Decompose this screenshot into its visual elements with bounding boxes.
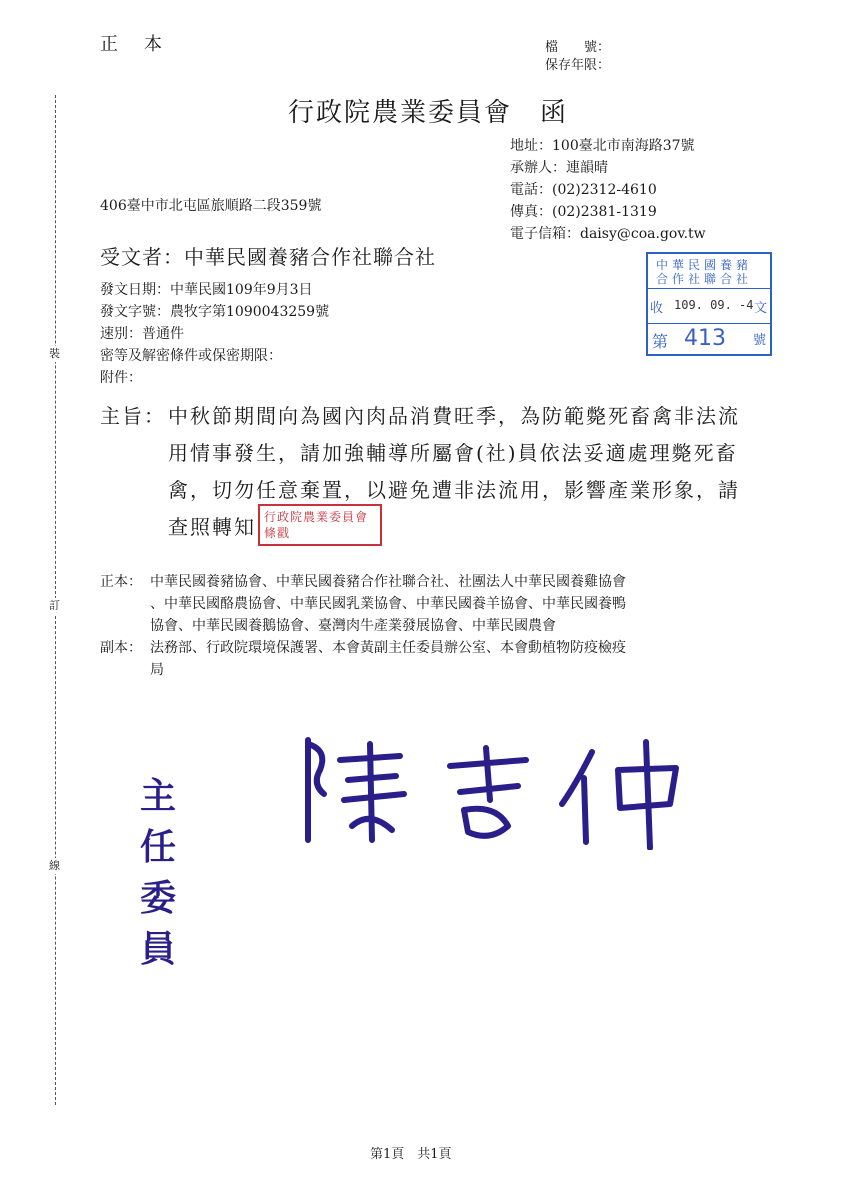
main-recipients-line-1: 中華民國養豬協會、中華民國養豬合作社聯合社、社團法人中華民國養雞協會 [150, 574, 626, 590]
page-footer: 第1頁 共1頁 [370, 1147, 452, 1162]
stamp-received-suffix: 文 [753, 301, 767, 316]
recipient-address: 406臺中市北屯區旅順路二段359號 [100, 198, 322, 214]
binding-mark-ding: 訂 [49, 599, 60, 612]
file-number-label: 檔 號： [545, 40, 611, 55]
copy-recipients-line-2: 局 [150, 662, 164, 678]
binding-mark-xian: 線 [49, 859, 60, 872]
stamp-number-value: 413 [684, 326, 726, 351]
stamp-number-suffix: 號 [752, 333, 766, 348]
subject-line-3: 禽，切勿任意棄置，以避免遭非法流用，影響產業形象，請 [168, 478, 740, 502]
main-recipients-label: 正本： [100, 574, 142, 590]
stamp-received-label: 收 [650, 301, 664, 316]
sender-contact: 承辦人：連韻晴 [510, 160, 608, 176]
main-recipients-line-2: 、中華民國酪農協會、中華民國乳業協會、中華民國養羊協會、中華民國養鴨 [150, 596, 626, 612]
signature-name: 陳吉仲 [300, 730, 303, 731]
document-number: 發文字號：農牧字第1090043259號 [100, 304, 330, 320]
document-title: 行政院農業委員會 函 [288, 98, 569, 128]
sender-phone: 電話：(02)2312-4610 [510, 182, 657, 198]
issue-date: 發文日期：中華民國109年9月3日 [100, 282, 313, 298]
binding-mark-zhuang: 裝 [49, 347, 60, 360]
main-recipients-line-3: 協會、中華民國養鵝協會、臺灣肉牛產業發展協會、中華民國農會 [150, 618, 556, 634]
subject-line-4: 查照轉知 [168, 515, 256, 539]
recipient: 受文者：中華民國養豬合作社聯合社 [100, 245, 436, 269]
stamp-number-label: 第 [652, 332, 669, 351]
subject-label: 主旨： [100, 404, 166, 428]
secrecy-level: 密等及解密條件或保密期限： [100, 348, 282, 364]
sender-address: 地址：100臺北市南海路37號 [510, 138, 695, 154]
copy-mark: 正 本 [100, 34, 166, 55]
stamp-org-line2: 合作社聯合社 [656, 272, 753, 286]
handwritten-signature [300, 730, 720, 850]
copy-recipients-line-1: 法務部、行政院環境保護署、本會黃副主任委員辦公室、本會動植物防疫檢疫 [150, 640, 626, 656]
retention-label: 保存年限： [545, 58, 611, 73]
seal-text: 行政院農業委員會條戳 [264, 510, 369, 540]
attachment: 附件： [100, 370, 142, 386]
stamp-received-date: 109. 09. -4 [674, 298, 754, 312]
stamp-org-line1: 中華民國養豬 [656, 258, 753, 272]
subject-line-2: 用情事發生，請加強輔導所屬會(社)員依法妥適處理斃死畜 [168, 441, 738, 465]
received-stamp [646, 252, 772, 356]
delivery-speed: 速別：普通件 [100, 326, 184, 342]
sender-fax: 傳真：(02)2381-1319 [510, 204, 657, 220]
signature-title: 主任委員 [140, 776, 179, 970]
copy-recipients-label: 副本： [100, 640, 142, 656]
official-red-seal [258, 504, 382, 546]
sender-email: 電子信箱：daisy@coa.gov.tw [510, 226, 706, 242]
subject-line-1: 中秋節期間向為國內肉品消費旺季，為防範斃死畜禽非法流 [168, 404, 740, 428]
